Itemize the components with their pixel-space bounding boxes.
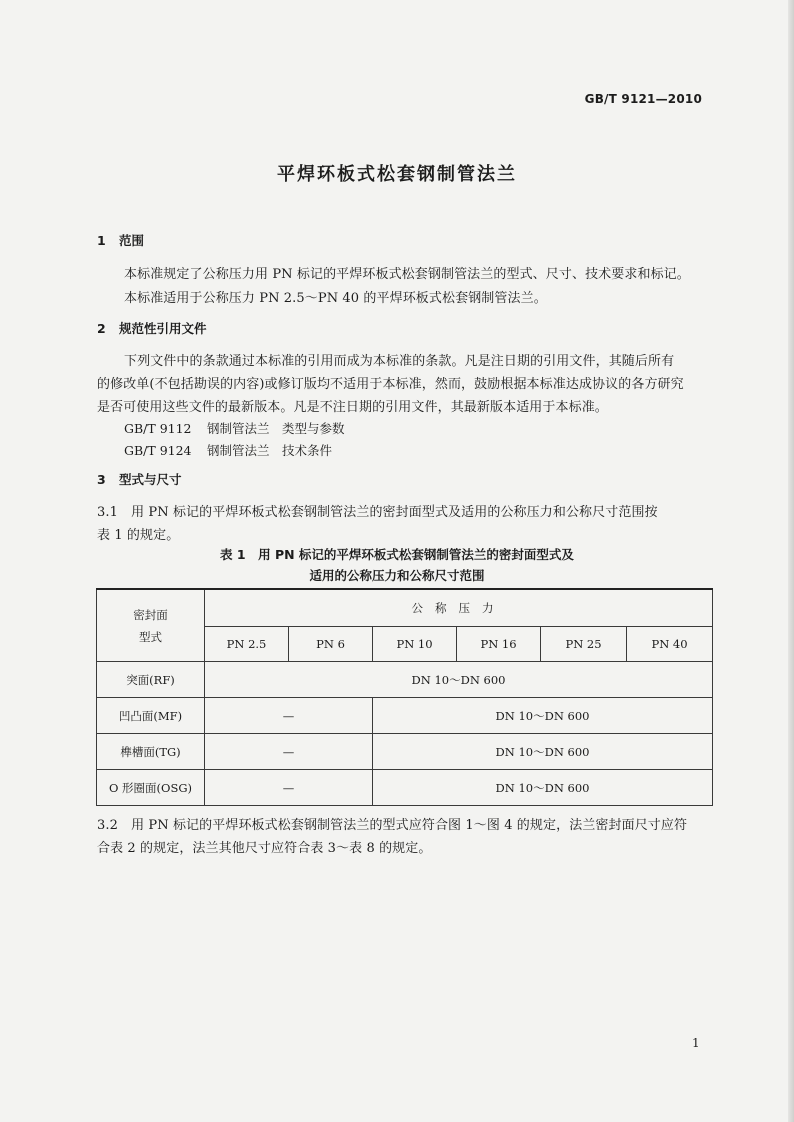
section-number: 1 [97, 233, 106, 248]
clause-3-1-line: 表 1 的规定。 [97, 528, 180, 543]
sealing-face-type: 凹凸面(MF) [97, 698, 205, 734]
pressure-column-header: PN 16 [457, 627, 541, 662]
flange-spec-table [96, 588, 713, 806]
section-title: 规范性引用文件 [119, 321, 207, 336]
sealing-face-type: O 形圈面(OSG) [97, 770, 205, 806]
document-title: 平焊环板式松套钢制管法兰 [277, 164, 517, 185]
clause-3-1-line: 3.1 用 PN 标记的平焊环板式松套钢制管法兰的密封面型式及适用的公称压力和公称尺寸范围按 [97, 505, 658, 520]
section-title: 型式与尺寸 [119, 472, 182, 487]
table-caption: 适用的公称压力和公称尺寸范围 [309, 568, 485, 583]
table-row [97, 770, 713, 806]
pressure-column-header: PN 25 [541, 627, 627, 662]
not-applicable-cell: — [205, 734, 373, 770]
table-caption: 表 1 用 PN 标记的平焊环板式松套钢制管法兰的密封面型式及 [220, 547, 574, 562]
page-number: 1 [692, 1036, 700, 1050]
clause-3-2-line: 3.2 用 PN 标记的平焊环板式松套钢制管法兰的型式应符合图 1～图 4 的规定，法兰密封面尺寸应符 [97, 818, 688, 833]
section-2-paragraph-line: 是否可使用这些文件的最新版本。凡是不注日期的引用文件，其最新版本适用于本标准。 [97, 400, 608, 415]
reference-code: GB/T 9124 [124, 443, 192, 458]
pressure-group-header [205, 589, 713, 627]
size-range: DN 10～DN 600 [373, 734, 713, 770]
size-range: DN 10～DN 600 [205, 662, 713, 698]
pressure-column-header: PN 10 [373, 627, 457, 662]
row-header-line: 密封面 [133, 607, 168, 622]
pressure-column-header: PN 2.5 [205, 627, 289, 662]
section-3-heading [97, 470, 182, 488]
size-range: DN 10～DN 600 [373, 698, 713, 734]
not-applicable-cell: — [205, 698, 373, 734]
section-1-heading [97, 231, 144, 249]
row-header-line: 型式 [139, 629, 162, 644]
not-applicable-cell: — [205, 770, 373, 806]
sealing-face-type: 榫槽面(TG) [97, 734, 205, 770]
table-row [97, 734, 713, 770]
sealing-face-type: 突面(RF) [97, 662, 205, 698]
normative-reference [124, 441, 332, 459]
clause-3-2-line: 合表 2 的规定，法兰其他尺寸应符合表 3～表 8 的规定。 [97, 841, 432, 856]
section-2-paragraph-line: 的修改单(不包括勘误的内容)或修订版均不适用于本标准，然而，鼓励根据本标准达成协议的各方研究 [97, 377, 684, 392]
table-row [97, 698, 713, 734]
row-header-cell [97, 589, 205, 662]
normative-reference [124, 419, 345, 437]
table-row [97, 662, 713, 698]
section-number: 2 [97, 321, 106, 336]
section-title: 范围 [119, 233, 145, 248]
section-2-paragraph-line: 下列文件中的条款通过本标准的引用而成为本标准的条款。凡是注日期的引用文件，其随后所有 [124, 354, 675, 369]
size-range: DN 10～DN 600 [373, 770, 713, 806]
pressure-column-header: PN 40 [627, 627, 713, 662]
pressure-column-header: PN 6 [289, 627, 373, 662]
reference-code: GB/T 9112 [124, 421, 192, 436]
section-1-paragraph-2: 本标准适用于公称压力 PN 2.5～PN 40 的平焊环板式松套钢制管法兰。 [124, 291, 547, 306]
pressure-group-label: 公称压力 [411, 601, 506, 615]
reference-title: 钢制管法兰 类型与参数 [207, 421, 345, 436]
section-number: 3 [97, 472, 106, 487]
section-2-heading [97, 319, 207, 337]
standard-number: GB/T 9121—2010 [584, 92, 702, 106]
section-1-paragraph-1: 本标准规定了公称压力用 PN 标记的平焊环板式松套钢制管法兰的型式、尺寸、技术要求和标记。 [124, 267, 690, 282]
reference-title: 钢制管法兰 技术条件 [207, 443, 333, 458]
